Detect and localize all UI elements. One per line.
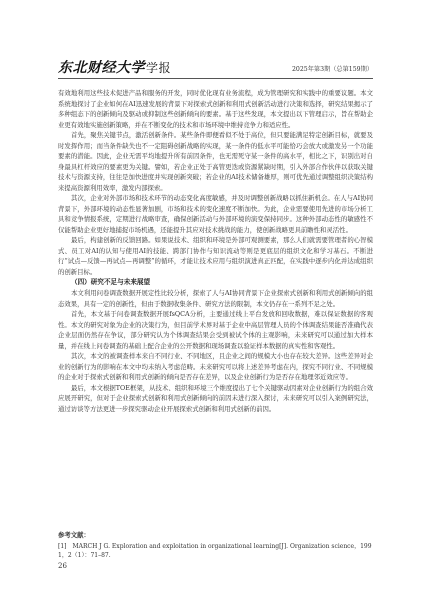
running-header (58, 56, 373, 79)
body-paragraph: 其次，企业对外部市场和技术环节的动态变化高度敏感，并及时调整创新战略以抓住新机会。在人与AI协同背景下，外部环境的动态性显著加剧，市场和技术的变化速度不断加快。为此，企业需要使用先进的市场分析工具和竞争情报系统，定期进行战略审查，确保创新活动与外部环境的演变保持同步。这种外部动态性的敏感性不仅能帮助企业更好地捕捉市场机遇，还能提升其应对技术挑战的能力，使创新战略更具前瞻性和灵活性。 (58, 194, 373, 234)
article-body (58, 88, 373, 414)
issue-info: 2025年第3期（总第159期） (292, 66, 373, 73)
journal-name: 东北财经大学 (58, 60, 145, 76)
journal-name-suffix: 学报 (146, 61, 172, 75)
references-title: 参考文献： (58, 531, 90, 539)
references-section (58, 531, 373, 560)
reference-item: [1] MARCH J G. Exploration and exploitation in organizational learning[J]. Organization science，1991，2（1）：71–87. (58, 543, 372, 559)
journal-title (58, 57, 171, 77)
body-paragraph: 首先，本文基于问卷调查数据开展fsQCA分析，主要通过线上平台发放和回收数据，难以保证数据的客观性。本文的研究对象为企业的决策行为，但目前学术界对基于企业中高层管理人员的个体调查结果能否准确代表企业层面仍然存在争议，部分研究认为个体调查结果会受到被试个体的主观影响，未来研究可以通过加大样本量，并在线上问卷调查的基础上配合企业的公开数据和现场调查以验证样本数据的真实性和客观性。 (58, 310, 373, 350)
section-heading: （四）研究不足与未来展望 (71, 278, 151, 286)
body-paragraph: 其次，本文的被调查样本来自不同行业、不同地区，且企业之间的规模大小也存在较大差异。这些差异对企业的创新行为的影响在本文中均未纳入考虑范畴。未来研究可以将上述差异考虑在内，探究不同行业、不同规模的企业对于探索式创新和利用式创新的倾向是否存在差异，以及企业创新行为是否存在地理邻近效应等。 (58, 352, 373, 381)
body-paragraph: 最后，本文根据TOE框架，从技术、组织和环境三个维度提出了七个关键驱动因素对企业创新行为的组合效应展开研究，但对于企业探索式创新和利用式创新倾向的前因未进行深入探讨，未来研究可以引入案例研究法，通过访谈等方法更进一步探究驱动企业开展探索式创新和利用式创新的前因。 (58, 383, 373, 413)
body-paragraph: 本文利用问卷调查数据开展定性比较分析，探索了人与AI协同背景下企业探索式创新和利用式创新倾向的组态效果，具有一定的创新性，但由于数据收集条件、研究方法的限制，本文仍存在一系列不足之处。 (58, 289, 373, 308)
body-paragraph: 最后，构建创新的反馈回路。如果说技术、组织和环境是外部可观测要素，那么人们就需要管理者的心智模式、员工对AI的认知与使用AI的技能、跨部门协作与知识流动等则是更底层的组织文化和学习基石。不断进行“试点—反馈—再试点—再调整”的循环，才能让技术应用与组织演进真正匹配，在实践中逐步内化并达成组织的创新目标。 (58, 236, 373, 276)
page-number: 26 (58, 562, 67, 570)
body-paragraph: 有效地利用这些技术促进产品和服务的开发，同时优化现有业务流程，成为管理研究和实践中的重要议题。本文系统地探讨了企业如何在AI迅速发展的背景下对探索式创新和利用式创新活动进行决策和选择，研究结果揭示了多种组态下的创新倾向及驱动或抑制这些创新倾向的要素。基于这些发现，本文提出以下管理启示，旨在帮助企业更有效地实施创新策略，并在不断变化的技术和市场环境中维持竞争力和适应性。 (58, 89, 373, 129)
body-paragraph: 首先，聚焦关键节点，激活创新条件。某些条件即便看似不处于高位，但只要能满足特定创新目标，就要及时发挥作用；而当条件缺失也不一定阻碍创新战略的实现，某一条件的低水平可能恰巧会放大或激发另一个功能要素的潜能。因此，企业无需平均地提升所有前因条件，也无需死守某一条件的高水平，相比之下，识别出对自身最具杠杆效应的要素更为关键。譬如，若企业正处于高管更迭或资源紧缺时期，引入外部合作伙伴以获取关键技术与资源支持，往往是加快进度并实现创新突破；若企业的AI技术储备雄厚，则可优先通过调整组织决策结构来提高资源利用效率，激发内部探索。 (58, 131, 373, 192)
